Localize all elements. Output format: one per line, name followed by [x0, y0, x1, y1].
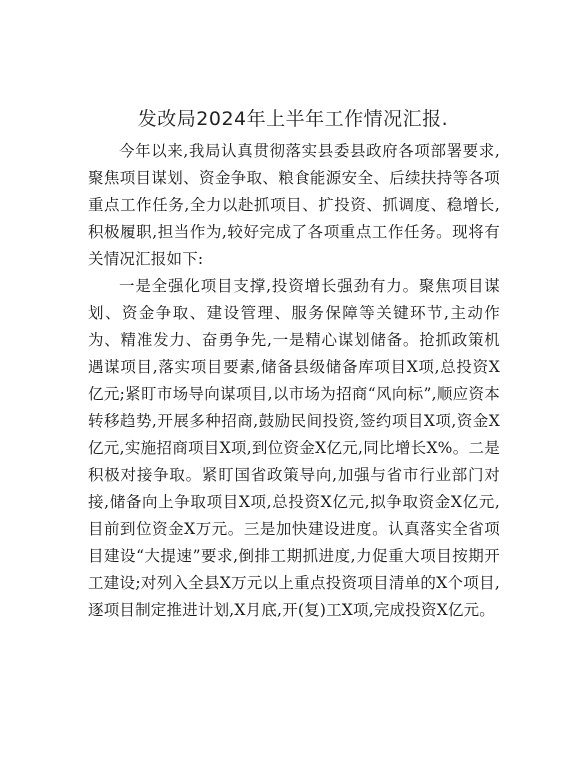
intro-paragraph: 今年以来,我局认真贯彻落实县委县政府各项部署要求,聚焦项目谋划、资金争取、粮食能源安全、后续扶持等各项重点工作任务,全力以赴抓项目、扩投资、抓调度、稳增长,积极履职,担当作为,较好完成了各项重点工作任务。现将有关情况汇报如下: [88, 142, 500, 268]
document-body [88, 138, 500, 624]
document-title: 发改局2024年上半年工作情况汇报. [137, 108, 449, 130]
section-one-paragraph: 一是全强化项目支撑,投资增长强劲有力。聚焦项目谋划、资金争取、建设管理、服务保障等关键环节,主动作为、精准发力、奋勇争先,一是精心谋划储备。抢抓政策机遇谋项目,落实项目要素,储备县级储备库项目X项,总投资X亿元;紧盯市场导向谋项目,以市场为招商“风向标”,顺应资本转移趋势,开展多种招商,鼓励民间投资,签约项目X项,资金X亿元,实施招商项目X项,到位资金X亿元,同比增长X%。二是积极对接争取。紧盯国省政策导向,加强与省市行业部门对接,储备向上争取项目X项,总投资X亿元,拟争取资金X亿元,目前到位资金X万元。三是加快建设进度。认真落实全省项目建设“大提速”要求,倒排工期抓进度,力促重大项目按期开工建设;对列入全县X万元以上重点投资项目清单的X个项目,逐项目制定推进计划,X月底,开(复)工X项,完成投资X亿元。 [88, 277, 500, 619]
